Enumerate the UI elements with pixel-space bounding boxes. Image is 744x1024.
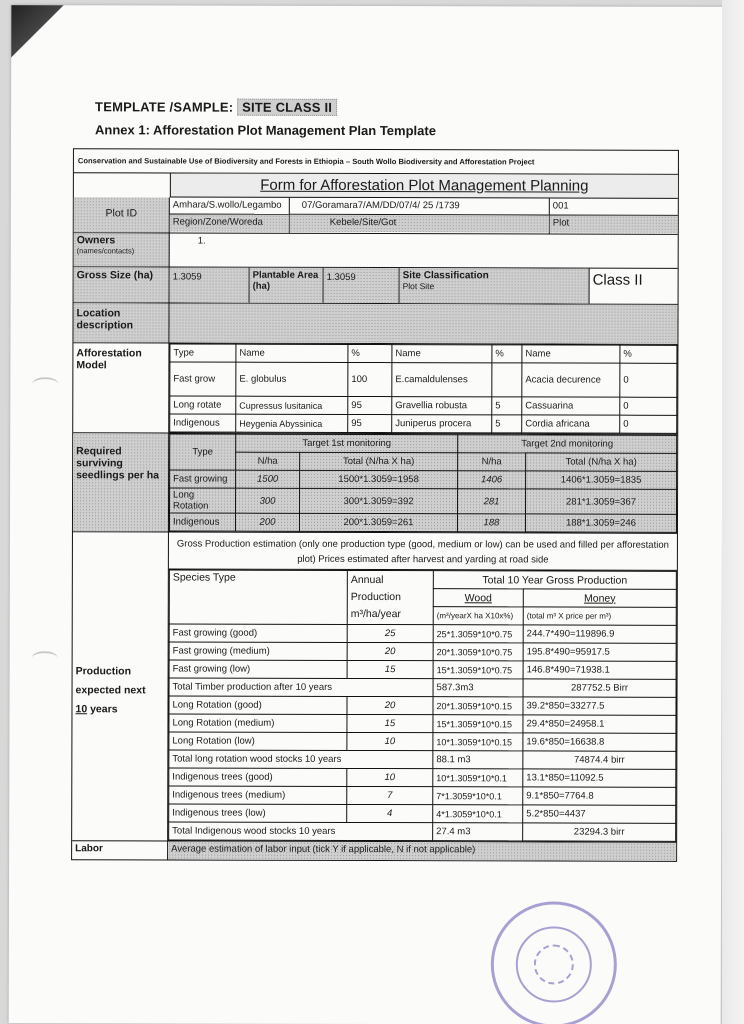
production-wood-value: 7*1.3059*10*0.1 [433, 787, 523, 805]
production-wood-value: 10*1.3059*10*0.15 [433, 733, 523, 751]
money-subheader: (total m³ X price per m³) [523, 607, 676, 625]
seedlings-type-header: Type [170, 434, 236, 470]
production-wood-value: 20*1.3059*10*0.15 [433, 697, 523, 715]
production-money-value: 9.1*850=7764.8 [523, 787, 676, 805]
seedlings-cell: 1406*1.3059=1835 [526, 471, 677, 489]
site-classification-cell [400, 268, 590, 303]
production-annual-value: 15 [347, 714, 433, 732]
plot-number-label: Plot [550, 215, 678, 232]
production-annual-value: 15 [347, 660, 433, 678]
production-wood-total: 587.3m3 [433, 679, 523, 697]
model-cell [492, 363, 522, 397]
labor-label: Labor [72, 841, 168, 859]
production-row-item [169, 732, 676, 751]
seedlings-table [169, 433, 677, 532]
model-cell: Indigenous [170, 414, 236, 432]
production-money-value: 244.7*490=119896.9 [523, 625, 676, 643]
model-cell: 0 [620, 397, 677, 415]
code-cell [290, 198, 550, 234]
model-column-header: % [348, 344, 392, 362]
seedlings-cell: 281*1.3059=367 [526, 489, 677, 514]
owners-sublabel: (names/contacts) [76, 246, 135, 256]
production-species: Indigenous trees (low) [169, 804, 347, 822]
owners-value: 1. [197, 235, 206, 247]
model-cell: Long rotate [170, 396, 236, 414]
official-stamp [491, 901, 617, 1024]
model-column-header: Name [236, 344, 348, 362]
production-label [72, 532, 169, 840]
seedlings-cell: 300 [236, 488, 300, 513]
annual-production-header: Annual Production m³/ha/year [347, 570, 433, 624]
production-annual-value: 4 [347, 804, 433, 822]
model-row [170, 396, 677, 415]
production-money-total: 23294.3 birr [523, 823, 676, 841]
model-cell: Cordia africana [522, 415, 620, 433]
model-cell: Acacia decurence [522, 363, 620, 397]
model-cell: 100 [348, 362, 392, 396]
model-header-row [170, 344, 677, 363]
stamp-core [534, 944, 574, 984]
production-species: Indigenous trees (good) [169, 768, 347, 786]
plantable-area-label: Plantable Area (ha) [250, 268, 324, 303]
production-table [168, 569, 677, 841]
model-cell: E.camaldulenses [392, 363, 492, 397]
total-header: Total (N/ha X ha) [300, 452, 458, 470]
production-money-value: 146.8*490=71938.1 [523, 661, 676, 679]
model-column-header: % [492, 345, 522, 363]
target-first-monitoring-header: Target 1st monitoring [236, 434, 458, 453]
owners-row [74, 233, 678, 269]
model-cell: Gravellia robusta [392, 397, 492, 415]
site-classification-sublabel: Plot Site [402, 281, 435, 292]
model-cell: E. globulus [236, 362, 348, 396]
model-cell: Fast grow [170, 362, 236, 396]
gross-size-value: 1.3059 [170, 267, 250, 302]
site-classification-label: Site Classification [402, 270, 489, 282]
model-cell: 0 [620, 415, 677, 433]
project-heading: Conservation and Sustainable Use of Biodiversity and Forests in Ethiopia – South Wollo Biodiversity and Afforestation Project [74, 149, 678, 175]
seedlings-cell: Long Rotation [170, 488, 236, 513]
site-class-value: Class II [592, 271, 643, 289]
production-note: Gross Production estimation (only one production type (good, medium or low) can be used and filled per afforestation plot) Prices estimated after harvest and yarding at road side [169, 532, 677, 570]
wood-header: Wood [433, 589, 523, 607]
production-wood-total: 88.1 m3 [433, 751, 523, 769]
wood-subheader: (m³/yearX ha X10x%) [433, 607, 523, 625]
production-total-label: Total Indigenous wood stocks 10 years [169, 822, 433, 841]
production-species: Long Rotation (medium) [169, 714, 347, 732]
model-cell: Heygenia Abyssinica [236, 414, 348, 432]
plot-number-value: 001 [550, 198, 678, 215]
seedlings-cell: 200 [235, 513, 299, 531]
owners-label: Owners [76, 234, 116, 247]
target-second-monitoring-header: Target 2nd monitoring [458, 435, 677, 454]
plot-number-cell [550, 198, 678, 233]
model-row [170, 414, 677, 433]
production-annual-value: 10 [347, 732, 433, 750]
production-wood-total: 27.4 m3 [433, 823, 523, 841]
production-total-label: Total Timber production after 10 years [169, 678, 433, 697]
production-wood-value: 20*1.3059*10*0.75 [433, 643, 523, 661]
production-annual-value: 20 [347, 642, 433, 660]
gross-size-row [74, 267, 678, 305]
seedlings-row-item [170, 488, 677, 514]
seedlings-cell: 188*1.3059=246 [525, 514, 676, 532]
production-row [72, 532, 677, 843]
scan-corner-shadow [11, 5, 71, 60]
seedlings-cell: 1500*1.3059=1958 [300, 470, 458, 488]
model-cell: Cassuarina [522, 397, 620, 415]
nha-header: N/ha [236, 452, 300, 470]
afforestation-model-row [73, 343, 677, 435]
model-cell: Cupressus lusitanica [236, 396, 348, 414]
production-species: Fast growing (good) [169, 624, 347, 642]
production-row-item [169, 660, 676, 679]
production-species: Indigenous trees (medium) [169, 786, 347, 804]
total-header: Total (N/ha X ha) [526, 453, 677, 471]
afforestation-model-table [169, 343, 677, 433]
seedlings-row-item [169, 513, 676, 532]
production-species: Fast growing (low) [169, 660, 347, 678]
seedlings-cell: 200*1.3059=261 [299, 513, 457, 531]
seedlings-cell: 1500 [236, 470, 300, 488]
seedlings-row-item [170, 470, 677, 489]
document-page [9, 5, 724, 1024]
plot-code-label: Kebele/Site/Got [290, 215, 549, 233]
owners-label-cell [74, 233, 170, 266]
afforestation-model-table-wrap [169, 343, 677, 433]
form-title: Form for Afforestation Plot Management Planning [170, 173, 678, 198]
production-row-item [169, 678, 676, 697]
production-money-value: 5.2*850=4437 [523, 805, 676, 823]
gross-size-label: Gross Size (ha) [74, 267, 170, 302]
total-ten-year-header: Total 10 Year Gross Production [433, 571, 676, 590]
labor-row [72, 841, 676, 861]
region-cell [170, 197, 290, 232]
production-row-item [169, 750, 676, 769]
location-label: Location description [73, 303, 169, 342]
production-row-item [169, 768, 676, 787]
production-wood-value: 4*1.3059*10*0.1 [433, 805, 523, 823]
species-type-header: Species Type [169, 570, 347, 624]
production-row-item [169, 822, 676, 841]
seedlings-label: Required surviving seedlings per ha [73, 433, 169, 531]
production-money-value: 13.1*850=11092.5 [523, 769, 676, 787]
production-species: Fast growing (medium) [169, 642, 347, 660]
production-money-value: 29.4*850=24958.1 [523, 715, 676, 733]
production-money-total: 74874.4 birr [523, 751, 676, 769]
model-row [170, 362, 677, 397]
production-years-number: 10 [75, 703, 88, 716]
plot-id-label: Plot ID [74, 197, 170, 232]
production-wood-value: 15*1.3059*10*0.75 [433, 661, 523, 679]
model-cell: 95 [348, 414, 392, 432]
production-species: Long Rotation (low) [169, 732, 347, 750]
production-table-wrap [168, 532, 677, 841]
nha-header: N/ha [458, 453, 526, 471]
production-total-label: Total long rotation wood stocks 10 years [169, 750, 433, 769]
production-wood-value: 10*1.3059*10*0.1 [433, 769, 523, 787]
labor-value: Average estimation of labor input (tick Y if applicable, N if not applicable) [168, 841, 676, 860]
production-money-value: 19.6*850=16638.8 [523, 733, 676, 751]
location-value [169, 303, 677, 343]
region-label: Region/Zone/Woreda [170, 214, 289, 231]
production-annual-value: 7 [347, 786, 433, 804]
production-label-years [75, 700, 164, 719]
production-row-item [169, 804, 676, 823]
seedlings-cell: Fast growing [170, 470, 236, 488]
seedlings-cell: 281 [458, 489, 526, 514]
page-subtitle: Annex 1: Afforestation Plot Management Plan Template [94, 122, 436, 139]
model-column-header: Type [170, 344, 236, 362]
production-row-item [169, 624, 676, 643]
seedlings-cell: Indigenous [169, 513, 235, 531]
location-row [73, 303, 677, 345]
production-money-value: 39.2*850=33277.5 [523, 697, 676, 715]
scanner-edge [722, 0, 744, 1024]
production-label-line: Production [75, 665, 132, 678]
production-annual-value: 10 [347, 768, 433, 786]
plot-code-value: 07/Goramara7/AM/DD/07/4/ 25 /1739 [290, 198, 549, 216]
model-column-header: Name [522, 345, 620, 363]
seedlings-cell: 300*1.3059=392 [300, 488, 458, 513]
model-cell: 5 [492, 415, 522, 433]
production-money-value: 195.8*490=95917.5 [523, 643, 676, 661]
punch-hole-mark [32, 377, 58, 391]
production-years-text: years [87, 703, 118, 716]
model-cell: 0 [620, 363, 677, 397]
production-row-item [169, 642, 676, 661]
production-wood-value: 15*1.3059*10*0.15 [433, 715, 523, 733]
production-annual-value: 25 [347, 624, 433, 642]
production-label-line: expected next [75, 684, 146, 697]
production-row-item [169, 714, 676, 733]
production-row-item [169, 786, 676, 805]
punch-hole-mark [32, 651, 58, 665]
management-form [71, 148, 679, 862]
money-header: Money [523, 589, 676, 607]
seedlings-cell: 188 [457, 514, 525, 532]
production-money-total: 287752.5 Birr [523, 679, 676, 697]
seedlings-cell: 1406 [458, 471, 526, 489]
afforestation-model-label: Afforestation Model [73, 343, 169, 432]
seedlings-table-wrap [169, 433, 677, 532]
model-column-header: % [620, 345, 677, 363]
region-value: Amhara/S.wollo/Legambo [170, 197, 289, 214]
plantable-area-value: 1.3059 [324, 268, 400, 303]
model-cell: 5 [492, 397, 522, 415]
page-title [95, 99, 337, 115]
production-row-item [169, 696, 676, 715]
production-annual-value: 20 [347, 696, 433, 714]
site-class-highlight: SITE CLASS II [237, 99, 337, 116]
production-species: Long Rotation (good) [169, 696, 347, 714]
production-wood-value: 25*1.3059*10*0.75 [433, 625, 523, 643]
title-prefix: TEMPLATE /SAMPLE: [95, 99, 234, 115]
plot-id-row [74, 197, 678, 235]
model-cell: 95 [348, 396, 392, 414]
model-cell: Juniperus procera [392, 415, 492, 433]
model-column-header: Name [392, 345, 492, 363]
seedlings-row [73, 433, 677, 534]
